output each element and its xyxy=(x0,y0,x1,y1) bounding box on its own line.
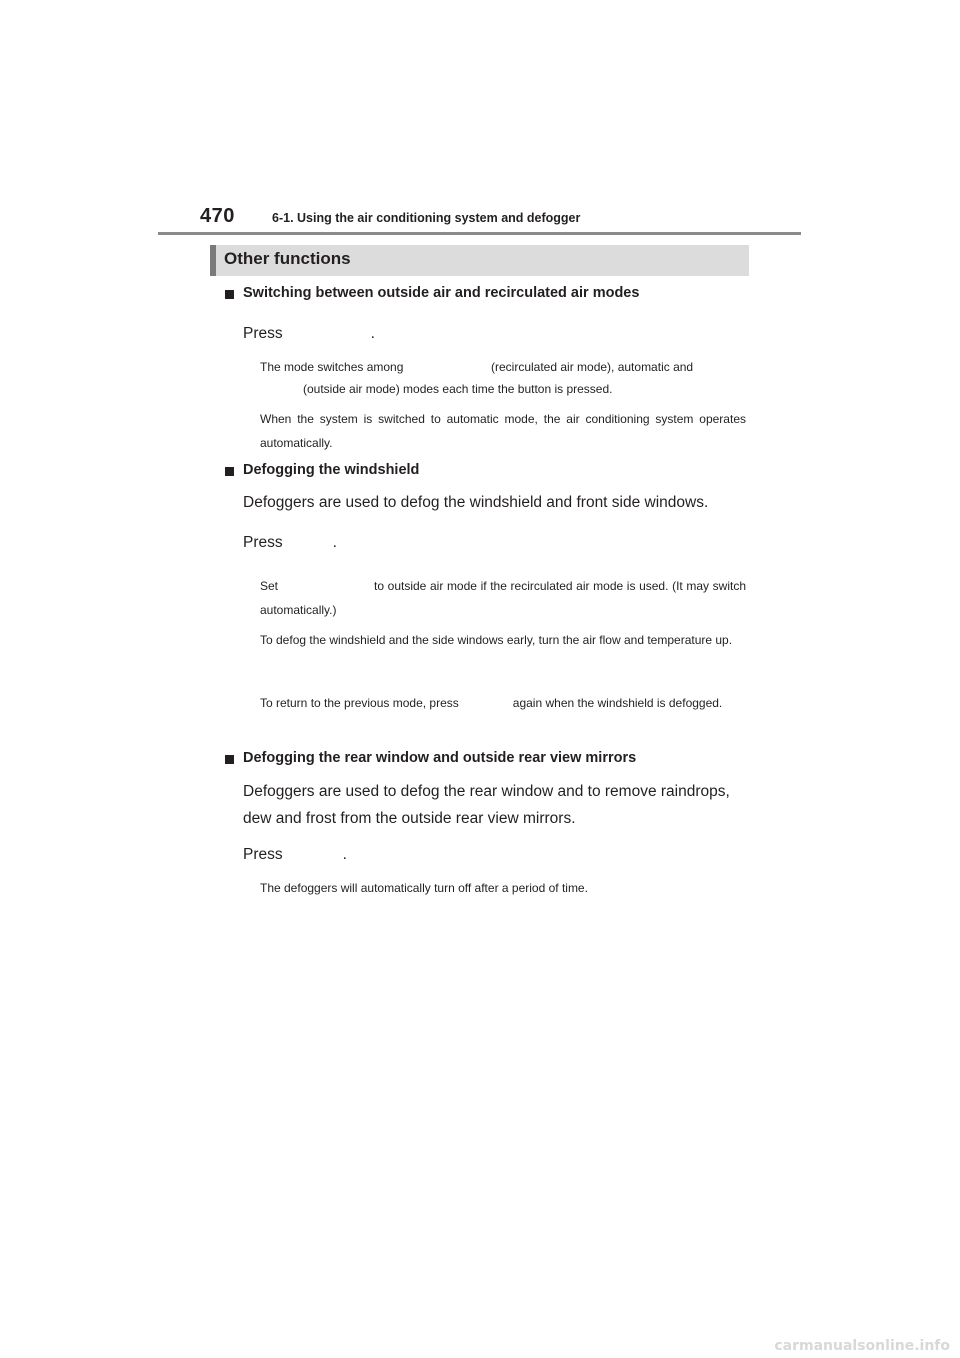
press-instruction xyxy=(243,529,337,556)
section-heading: Defogging the windshield xyxy=(243,462,420,478)
note-line xyxy=(260,360,403,374)
press-tail: . xyxy=(332,534,337,551)
press-label: Press xyxy=(243,325,283,342)
note-text: (recirculated air mode), automatic and xyxy=(491,360,694,374)
note-text: The mode switches among xyxy=(260,360,404,374)
section-heading: Defogging the rear window and outside rear view mirrors xyxy=(243,750,637,766)
bullet-square-icon xyxy=(225,755,234,764)
note-text: Set xyxy=(260,579,279,593)
page-number: 470 xyxy=(200,205,235,227)
watermark: carmanualsonline.info xyxy=(774,1338,950,1354)
note-text: (outside air mode) modes each time the button is pressed. xyxy=(303,382,613,396)
bullet-square-icon xyxy=(225,467,234,476)
page-title: Other functions xyxy=(224,249,351,268)
note-text: again when the windshield is defogged. xyxy=(512,696,723,710)
body-paragraph: Defoggers are used to defog the windshield and front side windows. xyxy=(243,494,709,511)
press-label: Press xyxy=(243,534,283,551)
note-paragraph xyxy=(260,574,746,622)
press-label: Press xyxy=(243,846,283,863)
note-line xyxy=(303,382,613,396)
note-paragraph: When the system is switched to automatic mode, the air conditioning system operates automatically. xyxy=(260,412,746,450)
header-rule xyxy=(158,232,801,235)
press-tail: . xyxy=(370,325,375,342)
note-text: to outside air mode if the recirculated air mode is used. (It may switch automatically.) xyxy=(260,579,746,617)
note-line: The defoggers will automatically turn off after a period of time. xyxy=(260,881,588,895)
press-instruction xyxy=(243,320,375,347)
note-text: To return to the previous mode, press xyxy=(260,696,459,710)
press-tail: . xyxy=(342,846,347,863)
note-paragraph xyxy=(260,691,746,715)
press-instruction xyxy=(243,841,347,868)
bullet-square-icon xyxy=(225,290,234,299)
body-paragraph: Defoggers are used to defog the rear window and to remove raindrops, dew and frost from the outside rear view mirrors. xyxy=(243,783,730,827)
section-heading: Switching between outside air and recirculated air modes xyxy=(243,285,640,301)
note-paragraph: To defog the windshield and the side windows early, turn the air flow and temperature up. xyxy=(260,633,733,647)
note-line xyxy=(491,360,745,374)
running-header: 6-1. Using the air conditioning system and defogger xyxy=(272,211,581,225)
title-bar-accent xyxy=(210,245,216,276)
